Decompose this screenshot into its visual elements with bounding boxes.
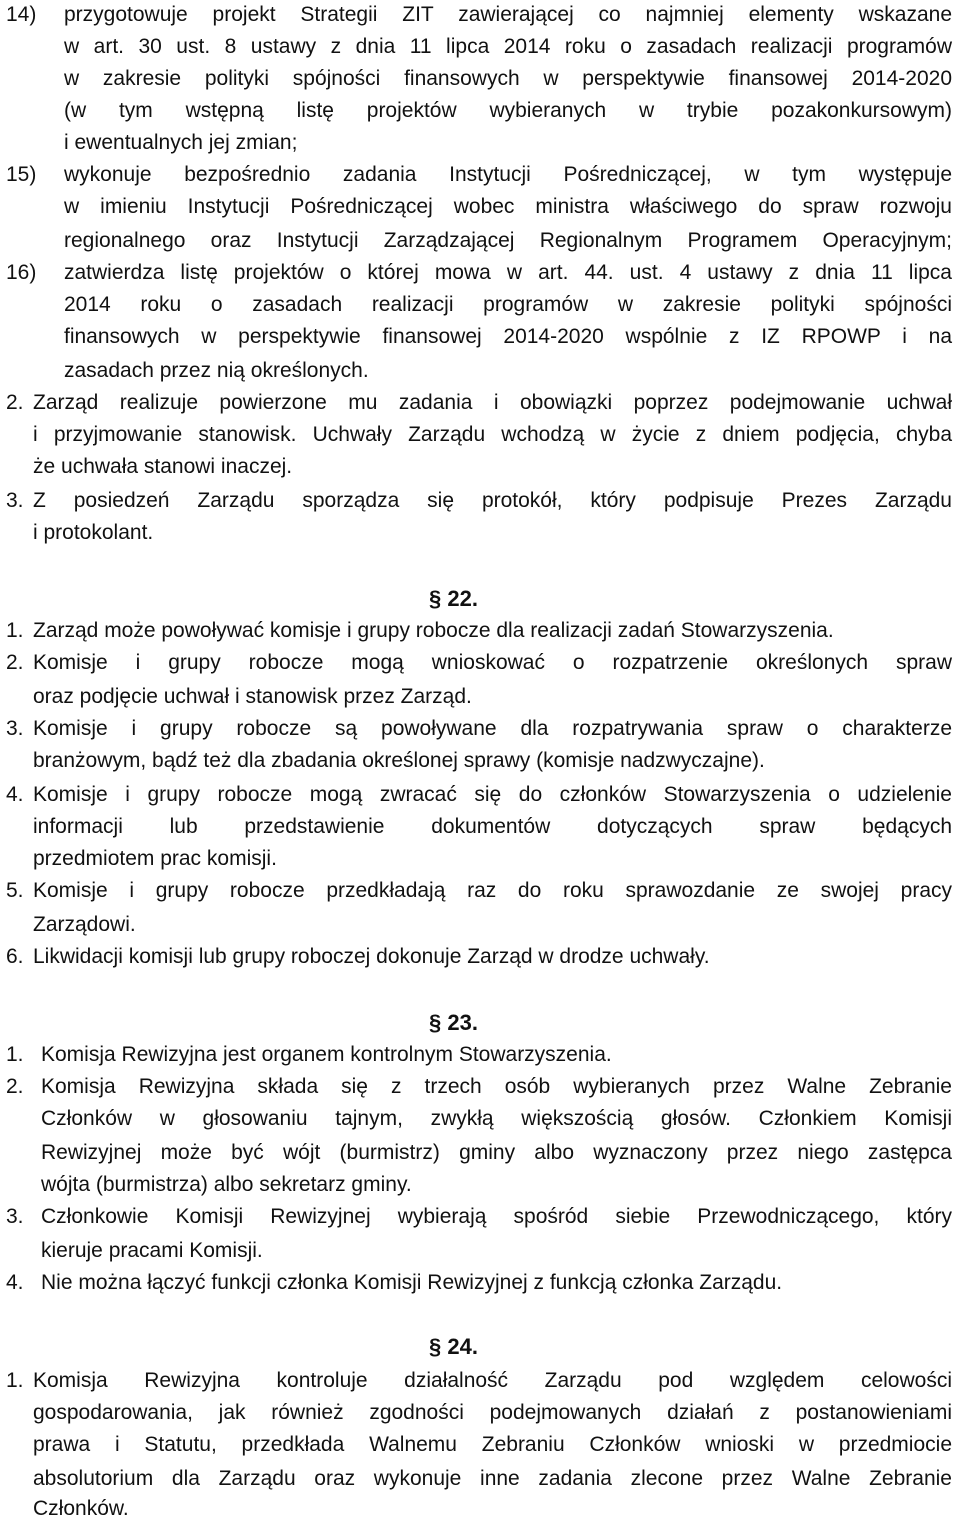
section-heading-22 (429, 583, 478, 615)
section-number: 22. (447, 586, 478, 611)
text-line: wójta (burmistrza) albo sekretarz gminy. (41, 1173, 412, 1196)
point-number: 1. (6, 1369, 24, 1392)
text-line: wykonuje bezpośrednio zadania Instytucji Pośredniczącej, w tym występuje (64, 163, 952, 186)
point-number: 2. (6, 1075, 24, 1098)
section-mark-icon: § (429, 1010, 442, 1035)
point-number: 6. (6, 945, 24, 968)
text-line: finansowych w perspektywie finansowej 2014-2020 wspólnie z IZ RPOWP i na (64, 325, 952, 348)
section-mark-icon: § (429, 586, 442, 611)
text-line: Komisje i grupy robocze są powoływane dla rozpatrywania spraw o charakterze (33, 717, 952, 740)
text-line: Komisje i grupy robocze mogą zwracać się do członków Stowarzyszenia o udzielenie (33, 783, 952, 806)
text-line: Komisja Rewizyjna składa się z trzech osób wybieranych przez Walne Zebranie (41, 1075, 952, 1098)
text-line: Rewizyjnej może być wójt (burmistrz) gminy albo wyznaczony przez niego zastępca (41, 1141, 952, 1164)
text-line: oraz podjęcie uchwał i stanowisk przez Zarząd. (33, 685, 472, 708)
text-line: i protokolant. (33, 521, 154, 544)
text-line: Komisja Rewizyjna kontroluje działalność Zarządu pod względem celowości (33, 1369, 952, 1392)
text-line: Nie można łączyć funkcji członka Komisji Rewizyjnej z funkcją członka Zarządu. (41, 1271, 783, 1294)
section-heading-24 (429, 1331, 478, 1363)
section-number: 23. (447, 1010, 478, 1035)
text-line: 2014 roku o zasadach realizacji programów w zakresie polityki spójności (64, 293, 952, 316)
point-number: 3. (6, 489, 24, 512)
text-line: zasadach przez nią określonych. (64, 359, 369, 382)
text-line: Zarząd może powoływać komisje i grupy robocze dla realizacji zadań Stowarzyszenia. (33, 619, 834, 642)
text-line: (w tym wstępną listę projektów wybieranych w trybie pozakonkursowym) (64, 99, 952, 122)
text-line: Komisje i grupy robocze przedkładają raz do roku sprawozdanie ze swojej pracy (33, 879, 952, 902)
text-line: Zarządowi. (33, 913, 136, 936)
point-number: 2. (6, 391, 24, 414)
text-line: gospodarowania, jak również zgodności podejmowanych działań z postanowieniami (33, 1401, 952, 1424)
text-line: i przyjmowanie stanowisk. Uchwały Zarządu wchodzą w życie z dniem podjęcia, chyba (33, 423, 952, 446)
point-number: 1. (6, 1043, 24, 1066)
item-number: 16) (6, 261, 37, 284)
text-line: i ewentualnych jej zmian; (64, 131, 298, 154)
point-number: 4. (6, 783, 24, 806)
text-line: w zakresie polityki spójności finansowych w perspektywie finansowej 2014-2020 (64, 67, 952, 90)
text-line: informacji lub przedstawienie dokumentów dotyczących spraw będących (33, 815, 952, 838)
text-line: Członków w głosowaniu tajnym, zwykłą większością głosów. Członkiem Komisji (41, 1107, 952, 1130)
text-line: że uchwała stanowi inaczej. (33, 455, 293, 478)
text-line: Członkowie Komisji Rewizyjnej wybierają spośród siebie Przewodniczącego, który (41, 1205, 952, 1228)
text-line: Likwidacji komisji lub grupy roboczej dokonuje Zarząd w drodze uchwały. (33, 945, 710, 968)
text-line: branżowym, bądź też dla zbadania określonej sprawy (komisje nadzwyczajne). (33, 749, 765, 772)
point-number: 3. (6, 717, 24, 740)
text-line: absolutorium dla Zarządu oraz wykonuje inne zadania zlecone przez Walne Zebranie (33, 1467, 952, 1490)
text-line: Zarząd realizuje powierzone mu zadania i obowiązki poprzez podejmowanie uchwał (33, 391, 952, 414)
text-line: kieruje pracami Komisji. (41, 1239, 263, 1262)
point-number: 2. (6, 651, 24, 674)
item-number: 14) (6, 3, 37, 26)
text-line: przygotowuje projekt Strategii ZIT zawierającej co najmniej elementy wskazane (64, 3, 952, 26)
point-number: 1. (6, 619, 24, 642)
item-number: 15) (6, 163, 37, 186)
section-number: 24. (447, 1334, 478, 1359)
text-line: regionalnego oraz Instytucji Zarządzającej Regionalnym Programem Operacyjnym; (64, 229, 952, 252)
text-line: przedmiotem prac komisji. (33, 847, 277, 870)
text-line: w imieniu Instytucji Pośredniczącej wobec ministra właściwego do spraw rozwoju (64, 195, 952, 218)
text-line: Z posiedzeń Zarządu sporządza się protokół, który podpisuje Prezes Zarządu (33, 489, 952, 512)
text-line: w art. 30 ust. 8 ustawy z dnia 11 lipca 2014 roku o zasadach realizacji programów (64, 35, 952, 58)
text-line: Członków. (33, 1497, 129, 1520)
point-number: 3. (6, 1205, 24, 1228)
point-number: 4. (6, 1271, 24, 1294)
section-mark-icon: § (429, 1334, 442, 1359)
point-number: 5. (6, 879, 24, 902)
text-line: Komisja Rewizyjna jest organem kontrolnym Stowarzyszenia. (41, 1043, 612, 1066)
text-line: zatwierdza listę projektów o której mowa w art. 44. ust. 4 ustawy z dnia 11 lipca (64, 261, 952, 284)
section-heading-23 (429, 1007, 478, 1039)
text-line: Komisje i grupy robocze mogą wnioskować o rozpatrzenie określonych spraw (33, 651, 952, 674)
text-line: prawa i Statutu, przedkłada Walnemu Zebraniu Członków wnioski w przedmiocie (33, 1433, 952, 1456)
